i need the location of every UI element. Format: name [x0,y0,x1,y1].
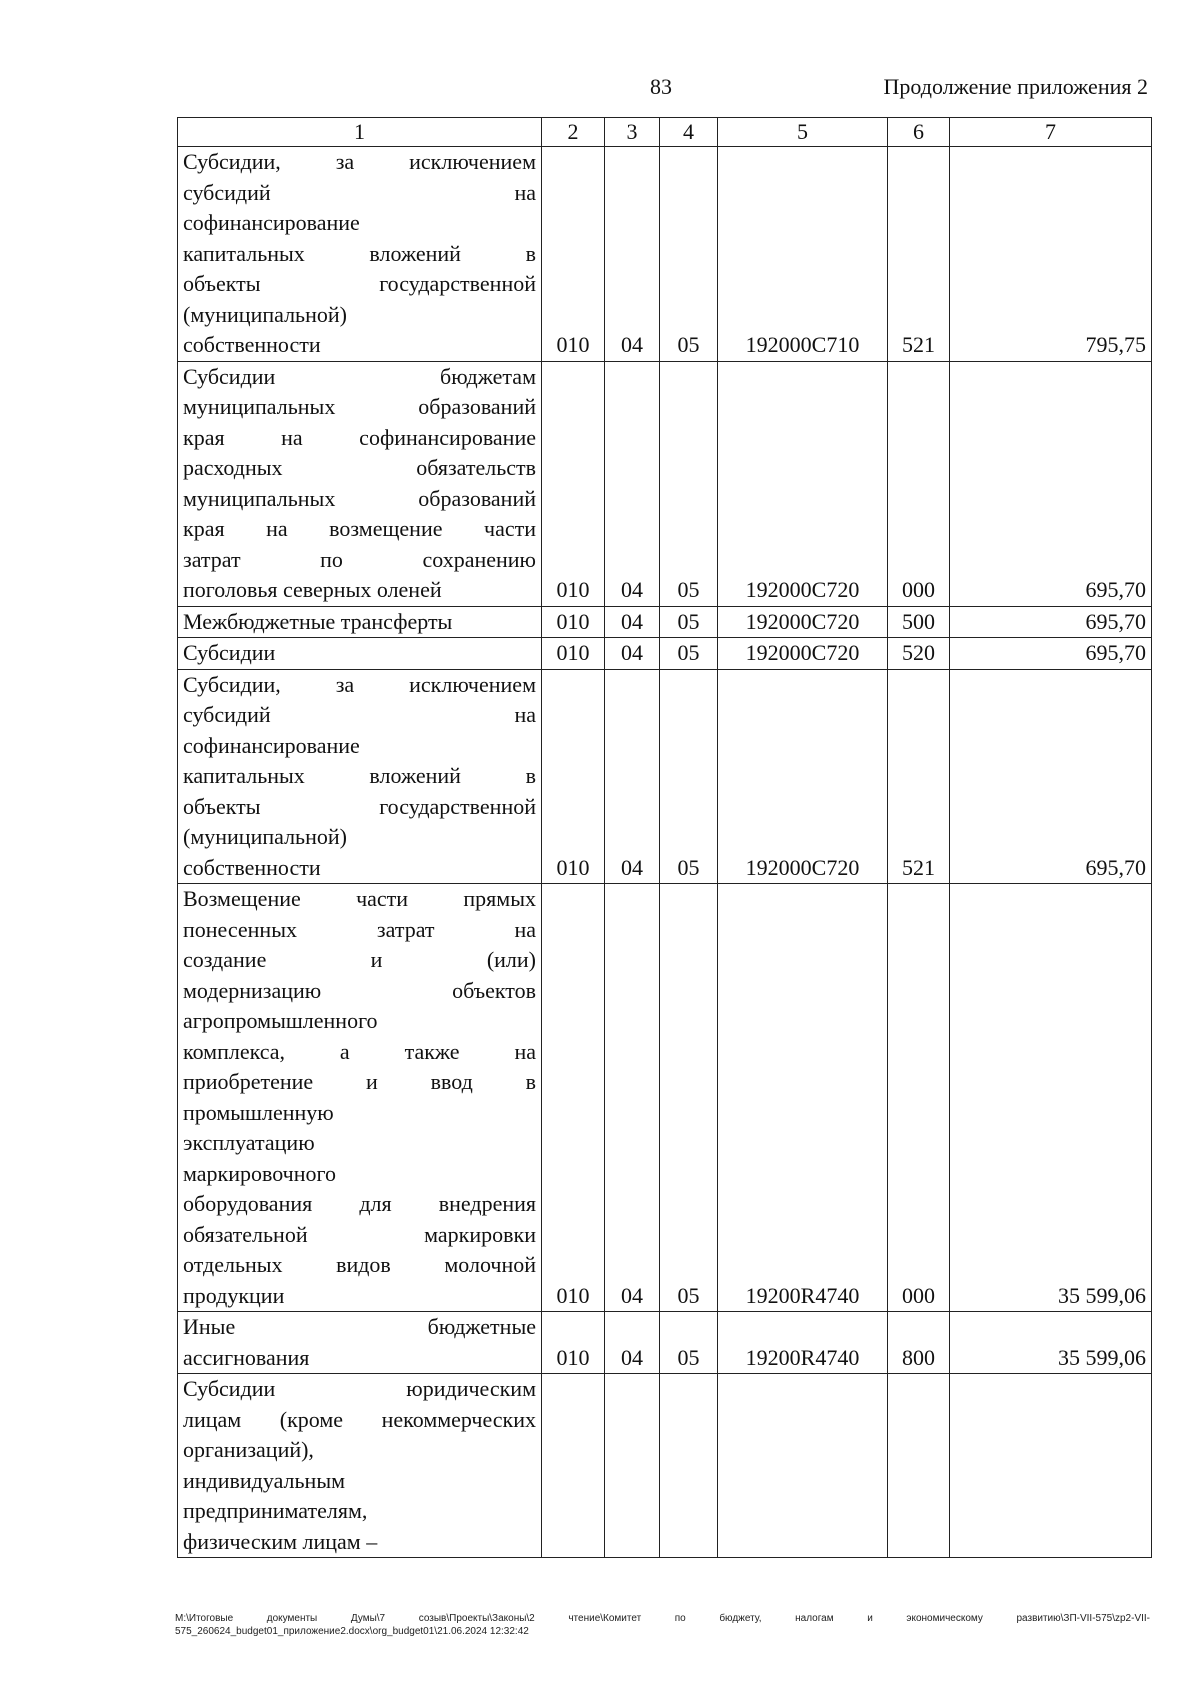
table-row [178,1312,1152,1374]
page-number: 83 [650,74,672,99]
expense-type-cell: 000 [888,884,950,1312]
section-code-cell [542,1374,605,1558]
expense-name-line: Иные бюджетные [183,1314,536,1339]
subsection-code-cell: 04 [605,638,660,670]
expense-name-line: оборудования для внедрения [183,1191,536,1216]
expense-name-line: организаций), [183,1437,314,1462]
expense-name-line: поголовья северных оленей [183,577,442,602]
expense-name-line: маркировочного [183,1160,336,1186]
amount-cell: 695,70 [950,638,1152,670]
target-article-cell: 192000С720 [718,669,888,884]
expense-name-line: приобретение и ввод в [183,1069,536,1094]
section-code-cell: 010 [542,147,605,362]
expense-name-line: ассигнования [183,1344,310,1370]
subsection-code-cell: 04 [605,1312,660,1374]
target-article-cell [718,1374,888,1558]
column-header-4: 4 [660,118,718,147]
expense-name-line: края на софинансирование [183,424,536,450]
subsection-code-cell: 04 [605,606,660,638]
group-code-cell: 05 [660,638,718,670]
expense-name-line: Субсидии [183,640,276,665]
expense-name-line: предпринимателям, [183,1498,368,1523]
amount-cell [950,1374,1152,1558]
target-article-cell: 19200R4740 [718,1312,888,1374]
expense-type-cell [888,1374,950,1558]
expense-name-cell [178,361,542,606]
expense-name-line: отдельных видов молочной [183,1252,536,1277]
expense-name-line: объекты государственной [183,271,536,296]
expense-name-line: эксплуатацию [183,1130,315,1155]
column-header-2: 2 [542,118,605,147]
continuation-title: Продолжение приложения 2 [883,74,1148,99]
table-body [178,147,1152,1558]
expense-name-line: капитальных вложений в [183,763,536,788]
expense-name-line: Возмещение части прямых [183,886,536,911]
expense-name-line: расходных обязательств [183,455,536,480]
expense-type-cell: 520 [888,638,950,670]
expense-name-line: Субсидии, за исключением [183,671,536,697]
section-code-cell: 010 [542,361,605,606]
expense-name-line: софинансирование [183,732,360,758]
group-code-cell [660,1374,718,1558]
expense-name-cell [178,638,542,670]
column-header-5: 5 [718,118,888,147]
subsection-code-cell: 04 [605,147,660,362]
expense-name-line: софинансирование [183,210,360,235]
expense-name-cell [178,884,542,1312]
expense-name-line: края на возмещение части [183,516,536,541]
table-row [178,361,1152,606]
expense-name-line: создание и (или) [183,947,536,972]
amount-cell: 35 599,06 [950,884,1152,1312]
target-article-cell: 19200R4740 [718,884,888,1312]
group-code-cell: 05 [660,147,718,362]
section-code-cell: 010 [542,638,605,670]
expense-name-line: обязательной маркировки [183,1221,536,1247]
target-article-cell: 192000С720 [718,638,888,670]
subsection-code-cell: 04 [605,884,660,1312]
amount-cell: 695,70 [950,606,1152,638]
target-article-cell: 192000С710 [718,147,888,362]
section-code-cell: 010 [542,669,605,884]
expense-name-line: агропромышленного [183,1008,378,1033]
expense-name-cell [178,606,542,638]
group-code-cell: 05 [660,1312,718,1374]
table-row [178,638,1152,670]
expense-name-line: Субсидии бюджетам [183,363,536,389]
table-row [178,147,1152,362]
expense-name-line: комплекса, а также на [183,1038,536,1064]
table-row [178,884,1152,1312]
expense-name-line: муниципальных образований [183,394,536,419]
column-header-1: 1 [178,118,542,147]
expense-name-cell [178,1374,542,1558]
target-article-cell: 192000С720 [718,361,888,606]
expense-name-line: индивидуальным [183,1467,346,1493]
group-code-cell: 05 [660,884,718,1312]
expense-name-line: Субсидии, за исключением [183,149,536,174]
expense-name-line: физическим лицам – [183,1528,378,1554]
expense-name-line: собственности [183,332,321,357]
expense-name-line: (муниципальной) [183,301,347,327]
expense-name-line: понесенных затрат на [183,916,536,942]
amount-cell: 695,70 [950,669,1152,884]
expense-name-line: затрат по сохранению [183,546,536,572]
expense-name-line: (муниципальной) [183,824,347,849]
group-code-cell: 05 [660,669,718,884]
expense-name-cell [178,1312,542,1374]
expense-name-line: модернизацию объектов [183,977,536,1003]
header-row [178,118,1152,147]
column-header-7: 7 [950,118,1152,147]
expense-type-cell: 500 [888,606,950,638]
table-row [178,606,1152,638]
target-article-cell: 192000С720 [718,606,888,638]
table-row [178,1374,1152,1558]
group-code-cell: 05 [660,606,718,638]
amount-cell: 695,70 [950,361,1152,606]
table-header [178,118,1152,147]
expense-name-line: субсидий на [183,179,536,205]
section-code-cell: 010 [542,606,605,638]
expense-name-line: Субсидии юридическим [183,1376,536,1401]
subsection-code-cell [605,1374,660,1558]
subsection-code-cell: 04 [605,669,660,884]
expense-name-line: капитальных вложений в [183,240,536,266]
column-header-3: 3 [605,118,660,147]
subsection-code-cell: 04 [605,361,660,606]
expense-name-line: промышленную [183,1099,334,1125]
expense-name-cell [178,669,542,884]
expense-name-line: лицам (кроме некоммерческих [183,1406,536,1432]
amount-cell: 795,75 [950,147,1152,362]
document-path-footer: M:\Итоговые документы Думы\7 созыв\Проекты\Законы\2 чтение\Комитет по бюджету, налогам и экономическому развитию\ЗП-VII-575\zp2-VII-575_260624_budget01_приложение2.docx\org_budget01\21.06.2024 12:32:42 [175,1613,1150,1637]
table-row [178,669,1152,884]
expense-name-cell [178,147,542,362]
amount-cell: 35 599,06 [950,1312,1152,1374]
budget-table [177,117,1152,1558]
section-code-cell: 010 [542,1312,605,1374]
expense-type-cell: 521 [888,147,950,362]
expense-type-cell: 521 [888,669,950,884]
expense-name-line: продукции [183,1282,285,1308]
section-code-cell: 010 [542,884,605,1312]
expense-name-line: объекты государственной [183,793,536,819]
expense-name-line: собственности [183,854,321,880]
expense-name-line: субсидий на [183,702,536,727]
expense-type-cell: 800 [888,1312,950,1374]
expense-type-cell: 000 [888,361,950,606]
group-code-cell: 05 [660,361,718,606]
expense-name-line: муниципальных образований [183,485,536,511]
expense-name-line: Межбюджетные трансферты [183,608,453,634]
column-header-6: 6 [888,118,950,147]
